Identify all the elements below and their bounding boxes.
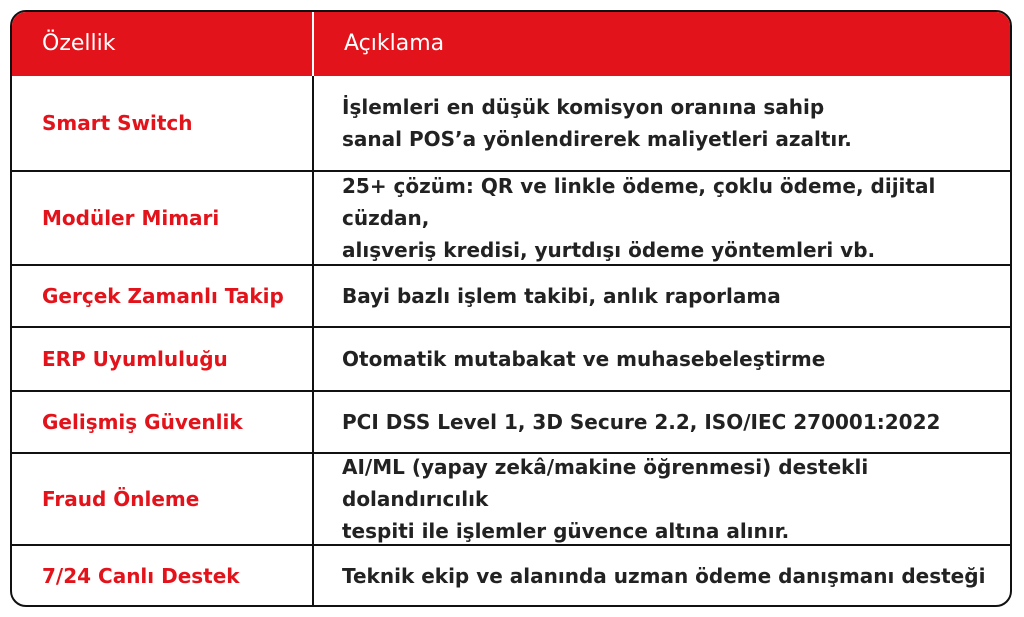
feature-name: Gerçek Zamanlı Takip (42, 284, 284, 308)
feature-description (342, 392, 998, 452)
description-line: PCI DSS Level 1, 3D Secure 2.2, ISO/IEC 270001:2022 (342, 410, 941, 434)
feature-name: Smart Switch (42, 111, 193, 135)
description-line: alışveriş kredisi, yurtdışı ödeme yöntemleri vb. (342, 238, 876, 262)
description-line: Otomatik mutabakat ve muhasebeleştirme (342, 347, 826, 371)
table-row (12, 390, 1010, 452)
description-line: tespiti ile işlemler güvence altına alınır. (342, 519, 790, 543)
description-line: 25+ çözüm: QR ve linkle ödeme, çoklu ödeme, dijital cüzdan, (342, 174, 936, 230)
feature-description (342, 76, 998, 170)
features-table (10, 10, 1012, 607)
header-divider (312, 12, 314, 76)
table-row (12, 170, 1010, 264)
description-line: Teknik ekip ve alanında uzman ödeme danışmanı desteği (342, 563, 986, 588)
feature-description (342, 454, 998, 544)
feature-name: 7/24 Canlı Destek (42, 563, 240, 588)
feature-description (342, 328, 998, 390)
table-row (12, 76, 1010, 170)
header-description: Açıklama (344, 31, 445, 56)
feature-description (342, 172, 998, 264)
description-line: sanal POS’a yönlendirerek maliyetleri azaltır. (342, 127, 852, 151)
feature-description (342, 546, 998, 605)
feature-name: Modüler Mimari (42, 206, 220, 230)
description-line: İşlemleri en düşük komisyon oranına sahip (342, 95, 825, 119)
feature-name: ERP Uyumluluğu (42, 347, 228, 371)
table-row (12, 326, 1010, 390)
header-feature: Özellik (42, 31, 116, 56)
table-row (12, 544, 1010, 605)
table-header (12, 12, 1010, 76)
feature-description (342, 266, 998, 326)
feature-name: Gelişmiş Güvenlik (42, 410, 243, 434)
feature-name: Fraud Önleme (42, 487, 200, 511)
table-row (12, 452, 1010, 544)
table-row (12, 264, 1010, 326)
description-line: AI/ML (yapay zekâ/makine öğrenmesi) destekli dolandırıcılık (342, 455, 869, 511)
description-line: Bayi bazlı işlem takibi, anlık raporlama (342, 284, 781, 308)
